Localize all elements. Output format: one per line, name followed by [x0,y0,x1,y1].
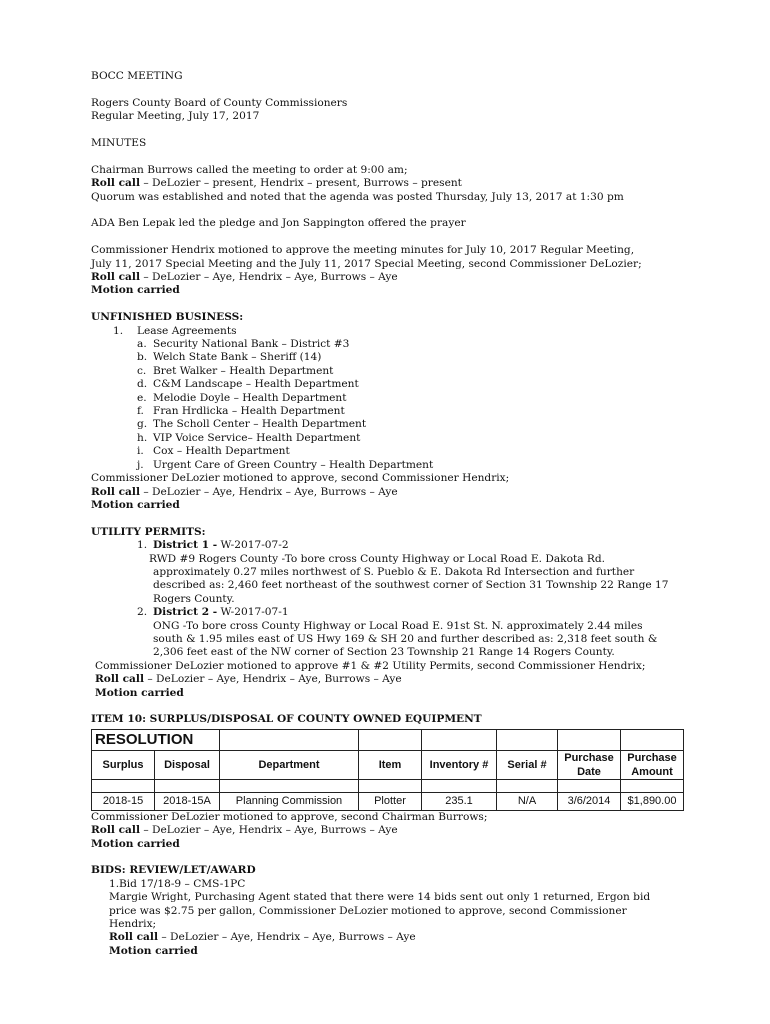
motion-carried: Motion carried [109,944,198,957]
table-cell [497,779,558,792]
resolution-table [91,729,684,811]
column-header: Item [359,750,422,779]
lease-text: Bret Walker – Health Department [153,364,334,377]
lease-text: The Scholl Center – Health Department [153,418,367,431]
spacer [91,124,731,137]
bid-description: price was $2.75 per gallon, Commissioner DeLozier motioned to approve, second Commissioner [109,904,627,917]
utility-permit-1 [91,539,731,606]
spacer [91,700,731,713]
bid-description: Hendrix; [109,918,157,931]
table-cell [155,779,220,792]
lease-text: C&M Landscape – Health Department [153,378,359,391]
call-to-order: Chairman Burrows called the meeting to order at 9:00 am; [91,163,408,176]
motion-carried: Motion carried [95,686,184,699]
roll-call-text: – DeLozier – Aye, Hendrix – Aye, Burrows – Aye [143,673,402,686]
minutes-heading: MINUTES [91,137,147,149]
roll-call-label: Roll call [95,673,144,686]
board-name: Rogers County Board of County Commissioners [91,96,348,109]
permit-description: RWD #9 Rogers County -To bore cross County Highway or Local Road E. Dakota Rd. [149,552,606,565]
lease-item [91,338,731,351]
list-letter: d. [137,378,148,391]
utility-permits-heading: UTILITY PERMITS: [91,525,206,538]
table-cell [621,729,684,750]
lease-item [91,351,731,364]
lease-text: Security National Bank – District #3 [153,338,350,351]
list-letter: j. [137,458,144,471]
table-cell [92,779,155,792]
lease-item [91,445,731,458]
roll-call-line [91,177,731,190]
spacer [91,231,731,244]
unfinished-business-heading: UNFINISHED BUSINESS: [91,311,244,324]
lease-agreements-item [91,325,731,338]
bid-description: Margie Wright, Purchasing Agent stated that there were 14 bids sent out only 1 returned, Ergon bid [109,891,651,904]
table-cell: Plotter [359,792,422,810]
column-header: Purchase Amount [621,750,684,779]
unfinished-motion: Commissioner DeLozier motioned to approve, second Commissioner Hendrix; [91,472,510,485]
table-cell [558,779,621,792]
table-cell [220,779,359,792]
permit-description: described as: 2,460 feet northeast of the southwest corner of Section 31 Township 22 Range 17 [153,579,669,592]
lease-text: Melodie Doyle – Health Department [153,391,347,404]
permit-description: ONG -To bore cross County Highway or Local Road E. 91st St. N. approximately 2.44 miles [153,619,643,632]
spacer [91,298,731,311]
roll-call-text: – DeLozier – Aye, Hendrix – Aye, Burrows – Aye [139,824,398,837]
roll-call-text: – DeLozier – present, Hendrix – present, Burrows – present [139,177,462,190]
motion-carried: Motion carried [91,837,180,850]
table-cell: 3/6/2014 [558,792,621,810]
bids-heading: BIDS: REVIEW/LET/AWARD [91,864,256,877]
table-cell: 2018-15 [92,792,155,810]
table-cell [558,729,621,750]
spacer [91,150,731,163]
meeting-date: Regular Meeting, July 17, 2017 [91,110,260,123]
table-cell: $1,890.00 [621,792,684,810]
roll-call-text: – DeLozier – Aye, Hendrix – Aye, Burrows – Aye [139,271,398,284]
table-cell [497,729,558,750]
column-header: Surplus [92,750,155,779]
spacer [91,204,731,217]
list-number: 1. [113,324,124,337]
utility-permit-2 [91,606,731,660]
roll-call-label: Roll call [91,271,140,284]
permit-description: south & 1.95 miles east of US Hwy 169 & SH 20 and further described as: 2,318 feet south & [153,632,658,645]
approval-line-1: Commissioner Hendrix motioned to approve the meeting minutes for July 10, 2017 Regular Meeting, [91,244,635,257]
table-row [92,792,684,810]
roll-call-line [91,271,731,284]
roll-call-label: Roll call [91,824,140,837]
column-header: Inventory # [422,750,497,779]
roll-call-text: – DeLozier – Aye, Hendrix – Aye, Burrows – Aye [139,485,398,498]
column-header: Disposal [155,750,220,779]
table-cell [359,779,422,792]
quorum-statement: Quorum was established and noted that the agenda was posted Thursday, July 13, 2017 at 1:30 pm [91,190,624,203]
lease-text: Urgent Care of Green Country – Health Department [153,458,434,471]
lease-item [91,405,731,418]
permit-id: W-2017-07-1 [217,606,289,619]
lease-item [91,365,731,378]
list-letter: c. [137,364,147,377]
list-letter: h. [137,431,148,444]
spacer [91,512,731,525]
column-header: Serial # [497,750,558,779]
roll-call-label: Roll call [91,177,140,190]
table-cell: Planning Commission [220,792,359,810]
motion-carried: Motion carried [91,284,180,297]
lease-text: Welch State Bank – Sheriff (14) [153,351,322,364]
lease-text: Cox – Health Department [153,445,290,458]
table-cell [422,729,497,750]
column-header: Purchase Date [558,750,621,779]
roll-call-line [91,486,731,499]
list-letter: b. [137,351,148,364]
roll-call-line [91,824,731,837]
district-label: District 2 - [153,606,218,619]
pledge-statement: ADA Ben Lepak led the pledge and Jon Sappington offered the prayer [91,217,466,230]
roll-call-text: – DeLozier – Aye, Hendrix – Aye, Burrows – Aye [157,931,416,944]
district-label: District 1 - [153,539,218,552]
permit-description: approximately 0.27 miles northwest of S. Pueblo & E. Dakota Rd Intersection and further [153,565,635,578]
column-header: Department [220,750,359,779]
lease-text: VIP Voice Service– Health Department [153,431,361,444]
lease-item [91,392,731,405]
minutes-document [91,70,731,958]
item10-heading: ITEM 10: SURPLUS/DISPOSAL OF COUNTY OWNED EQUIPMENT [91,713,482,726]
spacer [91,851,731,864]
table-cell: N/A [497,792,558,810]
lease-item [91,418,731,431]
list-letter: f. [137,405,144,418]
roll-call-label: Roll call [109,931,158,944]
table-cell [359,729,422,750]
lease-item [91,459,731,472]
lease-item [91,378,731,391]
list-number: 1. [109,877,120,890]
table-cell [621,779,684,792]
utility-motion: Commissioner DeLozier motioned to approve #1 & #2 Utility Permits, second Commissioner Hendrix; [95,659,646,672]
table-cell: 235.1 [422,792,497,810]
approval-line-2: July 11, 2017 Special Meeting and the July 11, 2017 Special Meeting, second Commissioner DeLozier; [91,257,642,270]
table-cell: 2018-15A [155,792,220,810]
roll-call-line [109,931,731,944]
list-label: Lease Agreements [137,324,237,337]
list-number: 2. [137,606,148,619]
permit-description: Rogers County. [153,592,235,605]
bid-label: Bid 17/18-9 – CMS-1PC [119,877,246,890]
table-cell [422,779,497,792]
list-letter: e. [137,391,147,404]
list-letter: g. [137,418,148,431]
roll-call-label: Roll call [91,485,140,498]
list-letter: i. [137,445,144,458]
permit-description: 2,306 feet east of the NW corner of Section 23 Township 21 Range 14 Rogers County. [153,646,615,659]
resolution-title: RESOLUTION [92,729,220,750]
lease-item [91,432,731,445]
spacer [91,83,731,96]
list-letter: a. [137,338,147,351]
motion-carried: Motion carried [91,498,180,511]
roll-call-line [91,673,731,686]
table-cell [220,729,359,750]
list-number: 1. [137,539,148,552]
bid-item [91,878,731,958]
document-title: BOCC MEETING [91,70,183,82]
item10-motion: Commissioner DeLozier motioned to approve, second Chairman Burrows; [91,810,488,823]
permit-id: W-2017-07-2 [217,539,289,552]
lease-text: Fran Hrdlicka – Health Department [153,405,345,418]
